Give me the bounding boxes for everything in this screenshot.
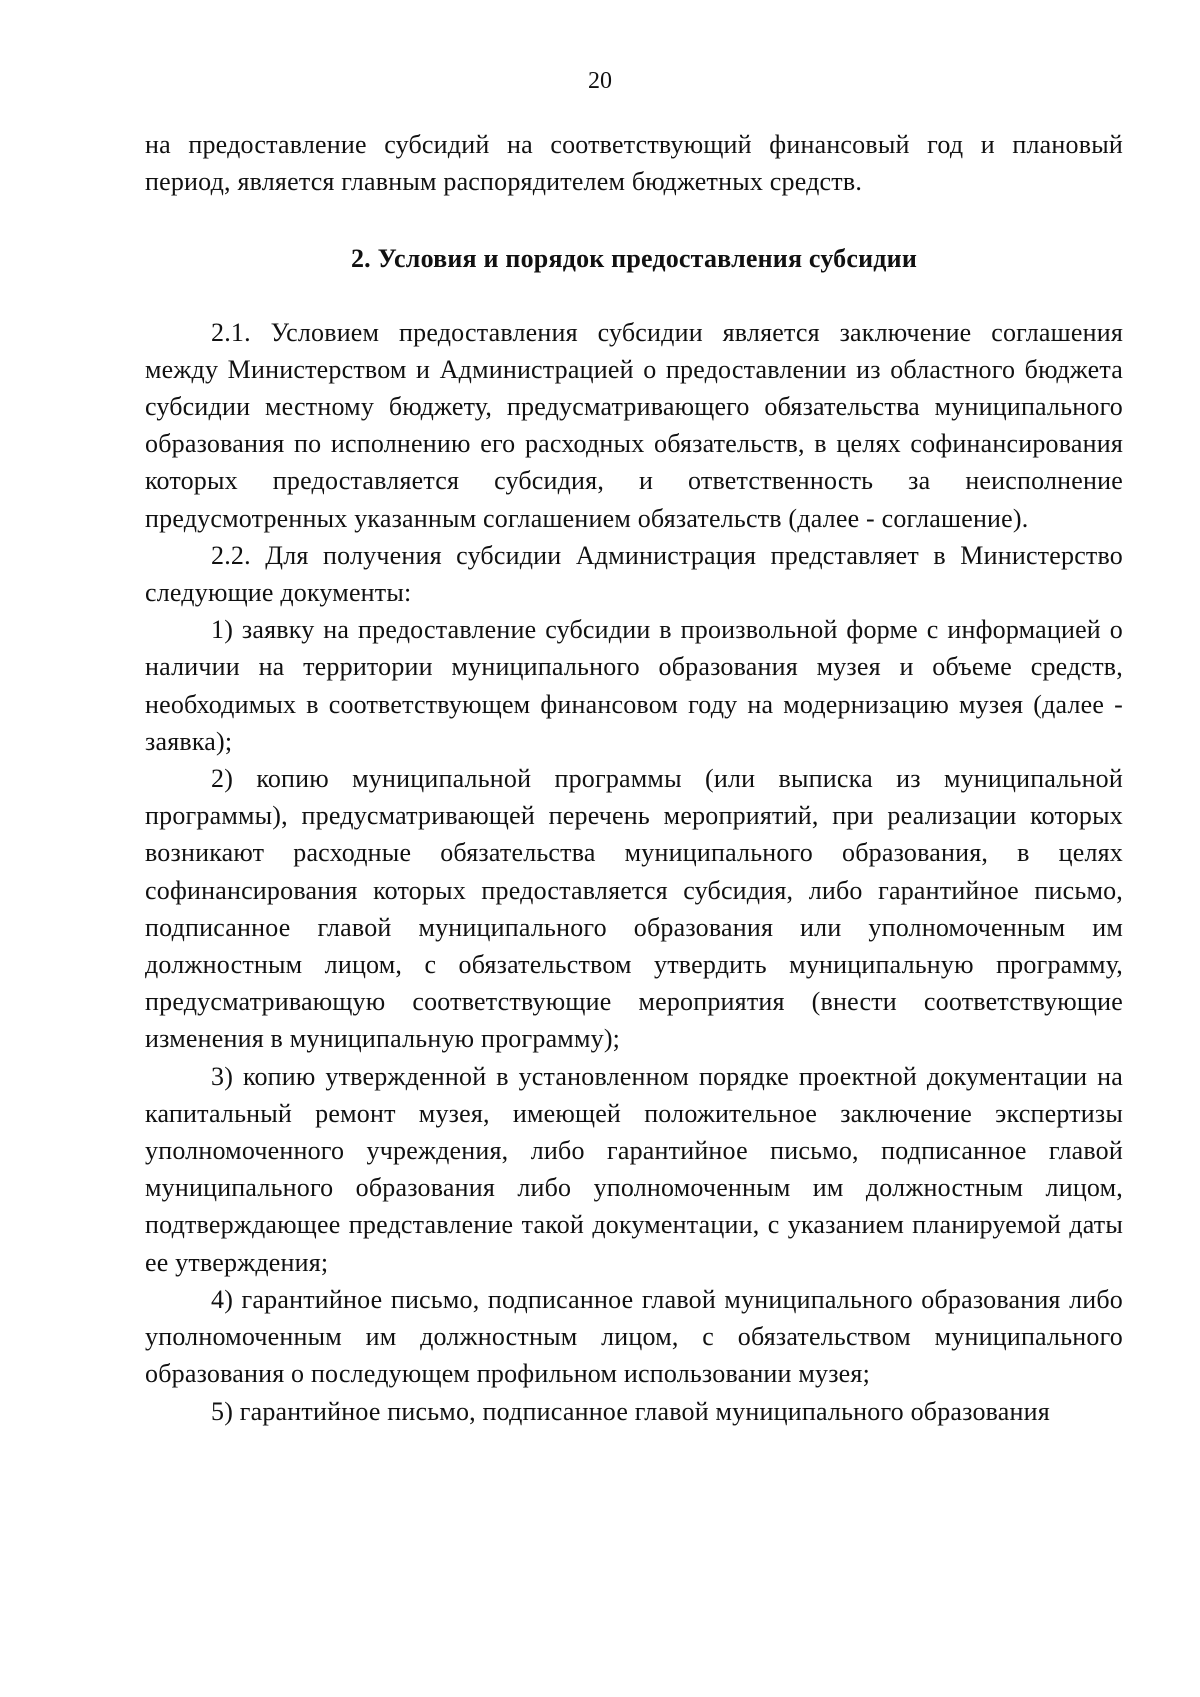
list-item-2: 2) копию муниципальной программы (или выписка из муниципальной программы), предусматривающей перечень мероприятий, при реализации которых возникают расходные обязательства муниципального образования, в целях софинансирования которых предоставляется субсидия, либо гарантийное письмо, подписанное главой муниципального образования или уполномоченным им должностным лицом, с обязательством утвердить муниципальную программу, предусматривающую соответствующие мероприятия (внести соответствующие изменения в муниципальную программу); — [145, 764, 1123, 1054]
document-body — [145, 126, 1123, 1430]
list-item-4: 4) гарантийное письмо, подписанное главой муниципального образования либо уполномоченным им должностным лицом, с обязательством муниципального образования о последующем профильном использовании музея; — [145, 1284, 1123, 1389]
section-heading: 2. Условия и порядок предоставления субсидии — [350, 244, 918, 274]
page-number: 20 — [588, 68, 612, 94]
paragraph-2-2: 2.2. Для получения субсидии Администрация представляет в Министерство следующие документы: — [145, 540, 1123, 608]
intro-paragraph: на предоставление субсидий на соответствующий финансовый год и плановый период, является главным распорядителем бюджетных средств. — [145, 130, 1123, 197]
list-item-1: 1) заявку на предоставление субсидии в произвольной форме с информацией о наличии на территории муниципального образования музея и объеме средств, необходимых в соответствующем финансовом году на модернизацию музея (далее - заявка); — [145, 615, 1123, 756]
list-item-3: 3) копию утвержденной в установленном порядке проектной документации на капитальный ремонт музея, имеющей положительное заключение экспертизы уполномоченного учреждения, либо гарантийное письмо, подписанное главой муниципального образования либо уполномоченным им должностным лицом, подтверждающее представление такой документации, с указанием планируемой даты ее утверждения; — [145, 1061, 1123, 1277]
list-item-5: 5) гарантийное письмо, подписанное главой муниципального образования — [211, 1396, 1050, 1426]
paragraph-2-1: 2.1. Условием предоставления субсидии является заключение соглашения между Министерством и Администрацией о предоставлении из областного бюджета субсидии местному бюджету, предусматривающего обязательства муниципального образования по исполнению его расходных обязательств, в целях софинансирования которых предоставляется субсидия, и ответственность за неисполнение предусмотренных указанным соглашением обязательств (далее - соглашение). — [145, 317, 1123, 533]
